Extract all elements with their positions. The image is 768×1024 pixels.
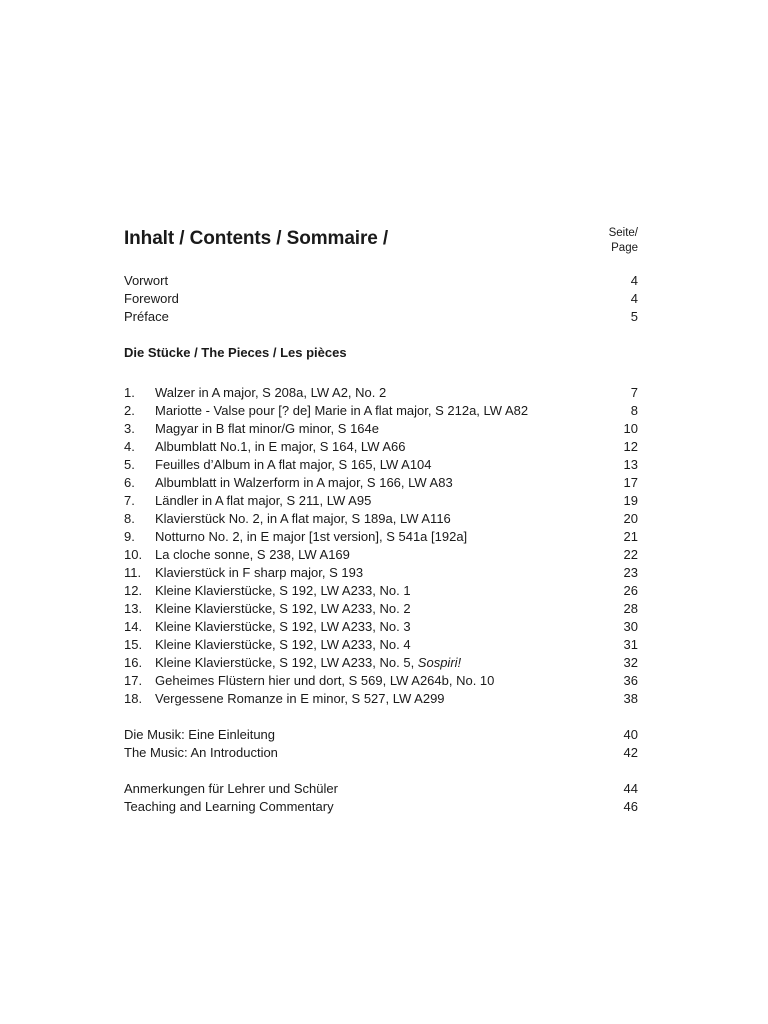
entry-label: Anmerkungen für Lehrer und Schüler bbox=[124, 781, 338, 796]
toc-entry-piece-5[interactable] bbox=[124, 456, 638, 474]
toc-entry-piece-7[interactable] bbox=[124, 492, 638, 510]
toc-entry-piece-4[interactable] bbox=[124, 438, 638, 456]
entry-page: 30 bbox=[623, 619, 638, 634]
toc-entry-piece-16[interactable] bbox=[124, 654, 638, 672]
page-column-label bbox=[609, 226, 638, 256]
toc-entry-piece-12[interactable] bbox=[124, 582, 638, 600]
piece-title-text: Albumblatt No.1, in E major, S 164, LW A66 bbox=[155, 439, 406, 454]
piece-title-text: Kleine Klavierstücke, S 192, LW A233, No. 4 bbox=[155, 637, 411, 652]
entry-page: 5 bbox=[630, 309, 638, 324]
piece-number: 6. bbox=[124, 475, 135, 490]
entry-label: Foreword bbox=[124, 291, 179, 306]
pieces-list bbox=[124, 384, 638, 708]
piece-title-text: La cloche sonne, S 238, LW A169 bbox=[155, 547, 350, 562]
toc-entry-teaching-commentary[interactable] bbox=[124, 798, 638, 816]
piece-title-text: Feuilles d’Album in A flat major, S 165, LW A104 bbox=[155, 457, 432, 472]
piece-number: 13. bbox=[124, 601, 143, 616]
music-intro-list bbox=[124, 726, 638, 762]
toc-entry-anmerkungen[interactable] bbox=[124, 780, 638, 798]
piece-number: 10. bbox=[124, 547, 143, 562]
toc-entry-piece-11[interactable] bbox=[124, 564, 638, 582]
entry-label: Préface bbox=[124, 309, 169, 324]
piece-title bbox=[155, 582, 411, 600]
piece-number: 17. bbox=[124, 673, 143, 688]
entry-label: Vorwort bbox=[124, 273, 169, 288]
piece-number: 11. bbox=[124, 565, 142, 580]
piece-number: 5. bbox=[124, 457, 135, 472]
piece-number: 15. bbox=[124, 637, 143, 652]
piece-number: 16. bbox=[124, 655, 143, 670]
piece-title-text: Kleine Klavierstücke, S 192, LW A233, No. 5, bbox=[155, 655, 418, 670]
entry-page: 26 bbox=[623, 583, 638, 598]
page-label-line1: Seite/ bbox=[608, 227, 638, 239]
front-matter-list bbox=[124, 272, 638, 326]
toc-entry-the-music[interactable] bbox=[124, 744, 638, 762]
piece-number: 9. bbox=[124, 529, 135, 544]
piece-title bbox=[155, 474, 453, 492]
entry-page: 28 bbox=[623, 601, 638, 616]
piece-title bbox=[155, 456, 432, 474]
entry-page: 44 bbox=[623, 781, 638, 796]
piece-title bbox=[155, 384, 386, 402]
toc-entry-piece-10[interactable] bbox=[124, 546, 638, 564]
piece-number: 3. bbox=[124, 421, 135, 436]
entry-page: 42 bbox=[623, 745, 638, 760]
entry-page: 31 bbox=[623, 637, 638, 652]
piece-title bbox=[155, 636, 411, 654]
entry-page: 19 bbox=[623, 493, 638, 508]
piece-number: 2. bbox=[124, 403, 135, 418]
entry-page: 20 bbox=[623, 511, 638, 526]
piece-title bbox=[155, 528, 467, 546]
entry-label: Teaching and Learning Commentary bbox=[124, 799, 334, 814]
toc-entry-piece-2[interactable] bbox=[124, 402, 638, 420]
entry-label: Die Musik: Eine Einleitung bbox=[124, 727, 276, 742]
piece-title-text: Kleine Klavierstücke, S 192, LW A233, No. 1 bbox=[155, 583, 411, 598]
piece-title-text: Notturno No. 2, in E major [1st version], S 541a [192a] bbox=[155, 529, 468, 544]
piece-number: 1. bbox=[124, 385, 135, 400]
piece-title-text: Kleine Klavierstücke, S 192, LW A233, No. 2 bbox=[155, 601, 411, 616]
toc-entry-piece-15[interactable] bbox=[124, 636, 638, 654]
toc-header bbox=[124, 226, 638, 264]
toc-entry-piece-9[interactable] bbox=[124, 528, 638, 546]
piece-title-text: Ländler in A flat major, S 211, LW A95 bbox=[155, 493, 372, 508]
table-of-contents bbox=[124, 226, 638, 816]
piece-title bbox=[155, 420, 379, 438]
entry-page: 7 bbox=[630, 385, 638, 400]
entry-page: 21 bbox=[623, 529, 638, 544]
toc-entry-foreword[interactable] bbox=[124, 290, 638, 308]
toc-entry-die-musik[interactable] bbox=[124, 726, 638, 744]
piece-title bbox=[155, 618, 411, 636]
toc-entry-piece-18[interactable] bbox=[124, 690, 638, 708]
entry-page: 40 bbox=[623, 727, 638, 742]
piece-title bbox=[155, 600, 411, 618]
piece-number: 18. bbox=[124, 691, 143, 706]
piece-title-text: Walzer in A major, S 208a, LW A2, No. 2 bbox=[155, 385, 387, 400]
entry-page: 4 bbox=[630, 273, 638, 288]
page-title: Inhalt / Contents / Sommaire / bbox=[124, 228, 389, 249]
entry-label: The Music: An Introduction bbox=[124, 745, 278, 760]
piece-number: 14. bbox=[124, 619, 143, 634]
toc-entry-piece-13[interactable] bbox=[124, 600, 638, 618]
entry-page: 10 bbox=[623, 421, 638, 436]
toc-entry-piece-3[interactable] bbox=[124, 420, 638, 438]
page-label-line2: Page bbox=[611, 242, 638, 254]
piece-title bbox=[155, 564, 363, 582]
piece-title bbox=[155, 402, 528, 420]
commentary-list bbox=[124, 780, 638, 816]
entry-page: 8 bbox=[630, 403, 638, 418]
piece-title-text: Geheimes Flüstern hier und dort, S 569, LW A264b, No. 10 bbox=[155, 673, 495, 688]
toc-entry-piece-6[interactable] bbox=[124, 474, 638, 492]
piece-title bbox=[155, 654, 461, 672]
piece-title-text: Vergessene Romanze in E minor, S 527, LW A299 bbox=[155, 691, 445, 706]
entry-page: 23 bbox=[623, 565, 638, 580]
toc-entry-piece-14[interactable] bbox=[124, 618, 638, 636]
piece-title bbox=[155, 438, 406, 456]
piece-title-text: Klavierstück in F sharp major, S 193 bbox=[155, 565, 364, 580]
piece-number: 4. bbox=[124, 439, 135, 454]
piece-number: 8. bbox=[124, 511, 135, 526]
toc-entry-piece-17[interactable] bbox=[124, 672, 638, 690]
piece-title-text: Magyar in B flat minor/G minor, S 164e bbox=[155, 421, 379, 436]
entry-page: 46 bbox=[623, 799, 638, 814]
entry-page: 17 bbox=[623, 475, 638, 490]
entry-page: 32 bbox=[623, 655, 638, 670]
piece-title-text: Albumblatt in Walzerform in A major, S 166, LW A83 bbox=[155, 475, 453, 490]
piece-title bbox=[155, 546, 350, 564]
piece-title-text: Kleine Klavierstücke, S 192, LW A233, No. 3 bbox=[155, 619, 411, 634]
piece-title bbox=[155, 690, 445, 708]
entry-page: 12 bbox=[623, 439, 638, 454]
entry-page: 22 bbox=[623, 547, 638, 562]
entry-page: 4 bbox=[630, 291, 638, 306]
entry-page: 38 bbox=[623, 691, 638, 706]
piece-title-italic: Sospiri! bbox=[417, 655, 462, 670]
toc-entry-vorwort[interactable] bbox=[124, 272, 638, 290]
entry-page: 36 bbox=[623, 673, 638, 688]
piece-title-text: Klavierstück No. 2, in A flat major, S 189a, LW A116 bbox=[155, 511, 451, 526]
toc-entry-piece-1[interactable] bbox=[124, 384, 638, 402]
piece-title-text: Mariotte - Valse pour [? de] Marie in A flat major, S 212a, LW A82 bbox=[155, 403, 529, 418]
piece-number: 12. bbox=[124, 583, 143, 598]
toc-entry-preface[interactable] bbox=[124, 308, 638, 326]
piece-title bbox=[155, 492, 371, 510]
toc-entry-piece-8[interactable] bbox=[124, 510, 638, 528]
piece-title bbox=[155, 672, 494, 690]
piece-title bbox=[155, 510, 451, 528]
piece-number: 7. bbox=[124, 493, 135, 508]
entry-page: 13 bbox=[623, 457, 638, 472]
pieces-section-heading: Die Stücke / The Pieces / Les pièces bbox=[124, 345, 347, 360]
